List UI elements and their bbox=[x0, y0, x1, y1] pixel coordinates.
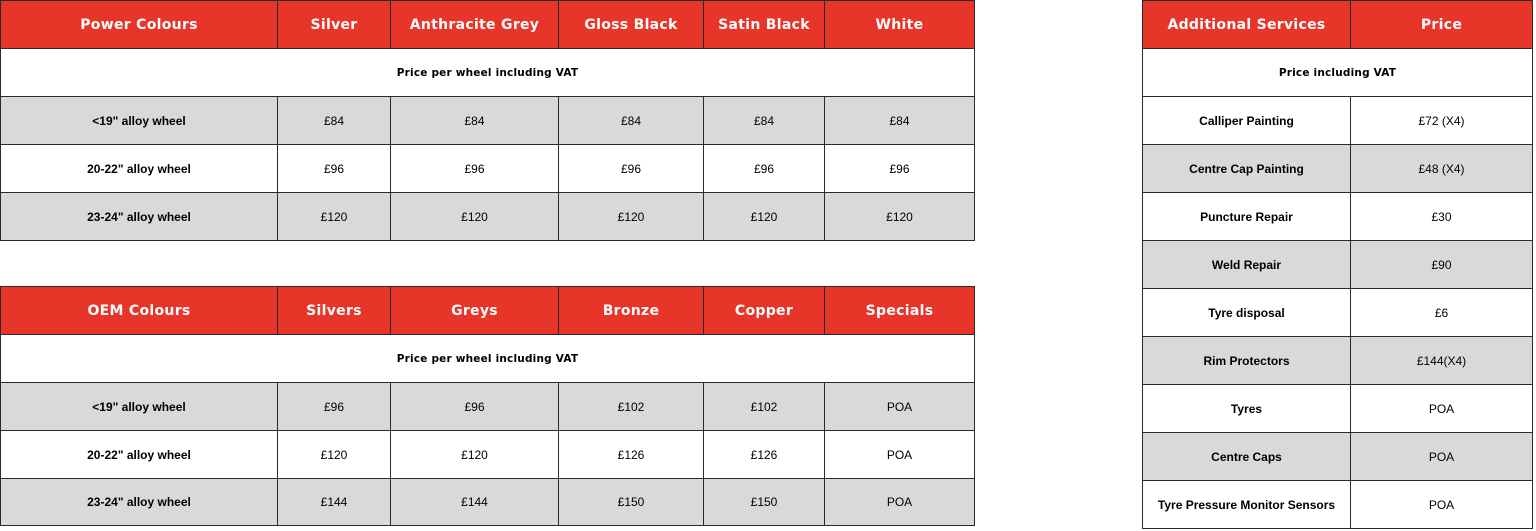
price-cell: £120 bbox=[278, 431, 391, 479]
power-header-cell: Silver bbox=[278, 1, 391, 49]
table-row bbox=[1, 97, 975, 145]
service-price: £30 bbox=[1351, 193, 1533, 241]
table-row bbox=[1143, 97, 1533, 145]
price-cell: £96 bbox=[278, 145, 391, 193]
table-row bbox=[1, 145, 975, 193]
row-label: 20-22" alloy wheel bbox=[1, 431, 278, 479]
power-subtitle-row bbox=[1, 49, 975, 97]
service-price: POA bbox=[1351, 481, 1533, 529]
service-price: POA bbox=[1351, 385, 1533, 433]
price-cell: £96 bbox=[559, 145, 704, 193]
services-subtitle: Price including VAT bbox=[1143, 49, 1533, 97]
table-row bbox=[1143, 385, 1533, 433]
service-price: POA bbox=[1351, 433, 1533, 481]
oem-header-cell: Bronze bbox=[559, 287, 704, 335]
price-cell: POA bbox=[825, 431, 975, 479]
table-row bbox=[1143, 193, 1533, 241]
power-subtitle: Price per wheel including VAT bbox=[1, 49, 975, 97]
table-row bbox=[1, 193, 975, 241]
service-label: Rim Protectors bbox=[1143, 337, 1351, 385]
service-price: £6 bbox=[1351, 289, 1533, 337]
service-label: Tyre disposal bbox=[1143, 289, 1351, 337]
price-cell: £84 bbox=[278, 97, 391, 145]
oem-header-row bbox=[1, 287, 975, 335]
price-cell: £84 bbox=[704, 97, 825, 145]
price-cell: £120 bbox=[391, 431, 559, 479]
service-price: £144(X4) bbox=[1351, 337, 1533, 385]
price-cell: £150 bbox=[704, 479, 825, 526]
price-cell: £102 bbox=[704, 383, 825, 431]
price-cell: POA bbox=[825, 383, 975, 431]
row-label: <19" alloy wheel bbox=[1, 383, 278, 431]
price-cell: £120 bbox=[704, 193, 825, 241]
service-label: Tyres bbox=[1143, 385, 1351, 433]
row-label: <19" alloy wheel bbox=[1, 97, 278, 145]
price-cell: £96 bbox=[278, 383, 391, 431]
table-row bbox=[1143, 433, 1533, 481]
service-price: £48 (X4) bbox=[1351, 145, 1533, 193]
service-label: Centre Cap Painting bbox=[1143, 145, 1351, 193]
service-price: £90 bbox=[1351, 241, 1533, 289]
oem-subtitle-row bbox=[1, 335, 975, 383]
power-header-cell: Satin Black bbox=[704, 1, 825, 49]
price-cell: £126 bbox=[559, 431, 704, 479]
service-label: Tyre Pressure Monitor Sensors bbox=[1143, 481, 1351, 529]
services-header-cell: Price bbox=[1351, 1, 1533, 49]
power-colours-table bbox=[0, 0, 975, 241]
row-label: 23-24" alloy wheel bbox=[1, 479, 278, 526]
row-label: 23-24" alloy wheel bbox=[1, 193, 278, 241]
power-header-cell: Anthracite Grey bbox=[391, 1, 559, 49]
service-label: Calliper Painting bbox=[1143, 97, 1351, 145]
oem-colours-table bbox=[0, 286, 975, 526]
table-row bbox=[1, 479, 975, 526]
additional-services-table bbox=[1142, 0, 1533, 529]
power-header-row bbox=[1, 1, 975, 49]
price-cell: £120 bbox=[825, 193, 975, 241]
price-cell: £126 bbox=[704, 431, 825, 479]
power-header-cell: White bbox=[825, 1, 975, 49]
price-cell: £96 bbox=[391, 383, 559, 431]
service-price: £72 (X4) bbox=[1351, 97, 1533, 145]
table-row bbox=[1143, 481, 1533, 529]
row-label: 20-22" alloy wheel bbox=[1, 145, 278, 193]
table-row bbox=[1143, 241, 1533, 289]
price-cell: £84 bbox=[391, 97, 559, 145]
price-cell: £96 bbox=[825, 145, 975, 193]
oem-header-cell: Copper bbox=[704, 287, 825, 335]
oem-subtitle: Price per wheel including VAT bbox=[1, 335, 975, 383]
oem-header-cell: Specials bbox=[825, 287, 975, 335]
services-subtitle-row bbox=[1143, 49, 1533, 97]
services-header-cell: Additional Services bbox=[1143, 1, 1351, 49]
table-row bbox=[1143, 145, 1533, 193]
price-cell: £96 bbox=[704, 145, 825, 193]
table-row bbox=[1143, 289, 1533, 337]
price-cell: £96 bbox=[391, 145, 559, 193]
price-cell: £102 bbox=[559, 383, 704, 431]
price-cell: £120 bbox=[559, 193, 704, 241]
price-cell: £144 bbox=[278, 479, 391, 526]
service-label: Weld Repair bbox=[1143, 241, 1351, 289]
price-cell: £144 bbox=[391, 479, 559, 526]
price-cell: POA bbox=[825, 479, 975, 526]
power-header-cell: Gloss Black bbox=[559, 1, 704, 49]
price-cell: £84 bbox=[559, 97, 704, 145]
service-label: Puncture Repair bbox=[1143, 193, 1351, 241]
service-label: Centre Caps bbox=[1143, 433, 1351, 481]
price-cell: £84 bbox=[825, 97, 975, 145]
table-row bbox=[1143, 337, 1533, 385]
price-cell: £120 bbox=[278, 193, 391, 241]
table-row bbox=[1, 431, 975, 479]
oem-header-cell: Greys bbox=[391, 287, 559, 335]
oem-header-cell: OEM Colours bbox=[1, 287, 278, 335]
power-header-cell: Power Colours bbox=[1, 1, 278, 49]
services-header-row bbox=[1143, 1, 1533, 49]
table-row bbox=[1, 383, 975, 431]
price-cell: £120 bbox=[391, 193, 559, 241]
price-cell: £150 bbox=[559, 479, 704, 526]
oem-header-cell: Silvers bbox=[278, 287, 391, 335]
